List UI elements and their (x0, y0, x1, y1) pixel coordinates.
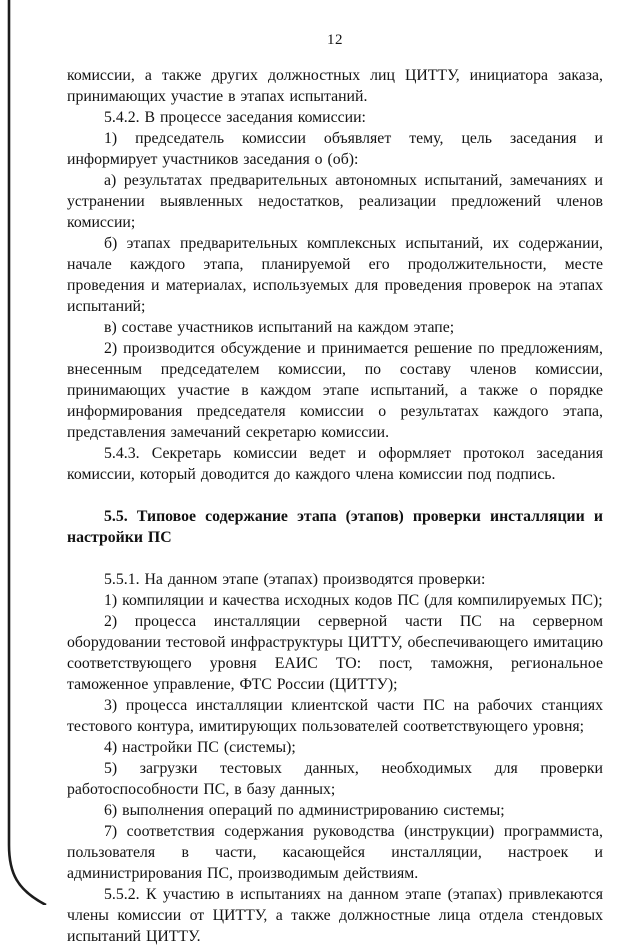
paragraph: 5.5.1. На данном этапе (этапах) производятся проверки: (104, 571, 486, 588)
paragraph: 1) председатель комиссии объявляет тему, цель заседания и информирует участников заседания о (об): (67, 130, 603, 168)
page-edge-line (0, 0, 70, 905)
paragraph: 2) процесса инсталляции серверной части ПС на серверном оборудовании тестовой инфраструктуры ЦИТТУ, обеспечивающего имитацию соответствующего уровня ЕАИС ТО: пост, таможня, региональное таможенное управление, ФТС России (ЦИТТУ); (67, 613, 603, 693)
paragraph: 1) компиляции и качества исходных кодов ПС (для компилируемых ПС); (104, 592, 603, 609)
paragraph: 3) процесса инсталляции клиентской части ПС на рабочих станциях тестового контура, имитирующих пользователей соответствующего уровня; (67, 697, 603, 735)
paragraph: 5.4.2. В процессе заседания комиссии: (104, 109, 366, 126)
page-number: 12 (327, 32, 343, 48)
paragraph: 5.5.2. К участию в испытаниях на данном этапе (этапах) привлекаются члены комиссии от ЦИТТУ, а также должностные лица отдела стендовых испытаний ЦИТТУ. (67, 886, 603, 945)
paragraph: комиссии, а также других должностных лиц ЦИТТУ, инициатора заказа, принимающих участие в этапах испытаний. (67, 67, 603, 105)
paragraph: а) результатах предварительных автономных испытаний, замечаниях и устранении выявленных недостатков, реализации предложений членов комиссии; (67, 172, 603, 231)
paragraph: 7) соответствия содержания руководства (инструкции) программиста, пользователя в части, касающейся инсталляции, настроек и администрирования ПС, производимым действиям. (67, 823, 603, 882)
paragraph: в) составе участников испытаний на каждом этапе; (104, 319, 455, 336)
paragraph: б) этапах предварительных комплексных испытаний, их содержании, начале каждого этапа, планируемой его продолжительности, месте проведения и материалах, используемых для проведения проверок на этапах испытаний; (67, 235, 603, 315)
paragraph: 4) настройки ПС (системы); (104, 739, 296, 756)
section-heading: 5.5. Типовое содержание этапа (этапов) проверки инсталляции и настройки ПС (67, 508, 603, 546)
document-page (67, 32, 603, 947)
paragraph: 2) производится обсуждение и принимается решение по предложениям, внесенным председателем комиссии, по составу членов комиссии, принимающих участие в каждом этапе испытаний, а также о порядке информирования председателя комиссии о результатах каждого этапа, представления замечаний секретарю комиссии. (67, 340, 603, 441)
paragraph: 5.4.3. Секретарь комиссии ведет и оформляет протокол заседания комиссии, который доводится до каждого члена комиссии под подпись. (67, 445, 603, 483)
paragraph: 5) загрузки тестовых данных, необходимых для проверки работоспособности ПС, в базу данных; (67, 760, 603, 798)
paragraph: 6) выполнения операций по администрированию системы; (104, 802, 505, 819)
